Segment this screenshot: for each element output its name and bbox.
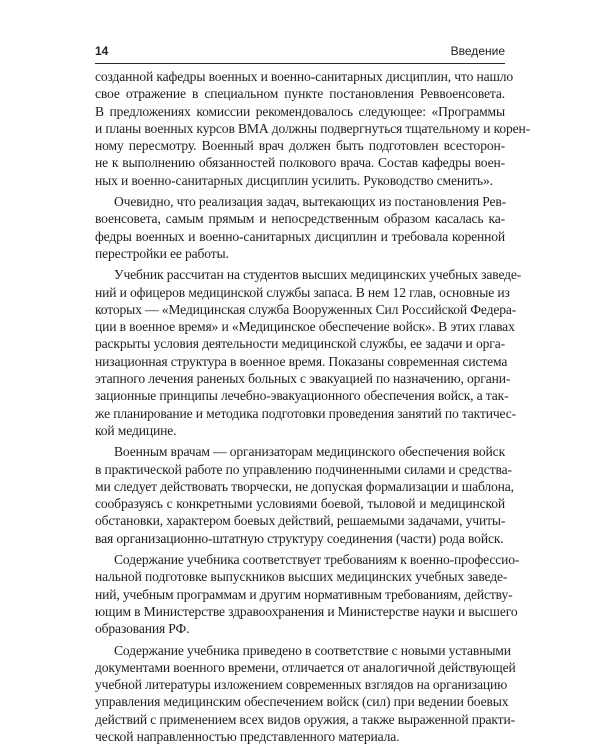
text-line: вая организационно-штатную структуру соединения (части) рода войск. [95, 530, 504, 546]
text-line: Содержание учебника приведено в соответствие с новыми уставными [114, 642, 511, 658]
text-line: зационные принципы лечебно-эвакуационного обеспечения войск, а так- [95, 388, 509, 404]
text-line: этапного лечения раненых больных с эвакуацией по назначению, органи- [95, 371, 511, 387]
text-line: нальной подготовке выпускников высших медицинских учебных заведе- [95, 569, 508, 585]
text-line: документами военного времени, отличается от аналогичной действующей [95, 659, 516, 675]
text-line: образования РФ. [95, 621, 190, 637]
page-number: 14 [95, 44, 109, 58]
text-line: ющим в Министерстве здравоохранения и Министерстве науки и высшего [95, 603, 518, 619]
body-text [95, 68, 531, 749]
text-line: военсовета, самым прямым и непосредственным образом касалась ка- [95, 211, 505, 227]
text-line: В предложениях комиссии рекомендовалось следующее: «Программы [95, 103, 505, 119]
text-line: сообразуясь с конкретными условиями боевой, тыловой и медицинской [95, 496, 505, 512]
paragraph [95, 642, 516, 746]
header-divider [95, 63, 505, 64]
running-header [95, 44, 505, 62]
text-line: ции в военное время» и «Медицинское обеспечение войск». В этих главах [95, 319, 515, 335]
paragraph [95, 551, 520, 637]
text-line: которых — «Медицинская служба Вооруженных Сил Российской Федера- [95, 301, 517, 317]
text-line: свое отражение в специальном пункте постановления Реввоенсовета. [95, 86, 505, 102]
paragraph [95, 68, 531, 189]
text-line: действий с применением всех видов оружия, а также выраженной практи- [95, 711, 515, 727]
text-line: обстановки, характером боевых действий, решаемыми задачами, учиты- [95, 513, 506, 529]
text-line: федры военных и военно-санитарных дисциплин и требовала коренной [95, 228, 505, 244]
text-line: в практической работе по управлению подчиненными силами и средства- [95, 461, 512, 477]
text-line: ний, учебным программам и другим нормативным требованиям, действу- [95, 586, 513, 602]
text-line: управления медицинским обеспечением войск (сил) при ведении боевых [95, 694, 509, 710]
text-line: и планы военных курсов ВМА должны подвергнуться тщательному и корен- [95, 120, 531, 136]
text-line: Военным врачам — организаторам медицинского обеспечения войск [114, 444, 506, 460]
paragraph [95, 193, 505, 262]
text-line: ний и офицеров медицинской службы запаса. В нем 12 глав, основные из [95, 284, 510, 300]
text-line: ческой направленностью представленного материала. [95, 728, 400, 744]
running-header-title: Введение [450, 44, 505, 58]
text-line: созданной кафедры военных и военно-санитарных дисциплин, что нашло [95, 69, 514, 84]
text-line: Содержание учебника соответствует требованиям к военно-профессио- [114, 552, 520, 568]
text-line: ных и военно-санитарных дисциплин усилить. Руководство сменить». [95, 172, 493, 188]
text-line: Учебник рассчитан на студентов высших медицинских учебных заведе- [114, 267, 522, 283]
text-line: низационная структура в военное время. Показаны современная система [95, 353, 508, 369]
text-line: ному пересмотру. Военный врач должен быть подготовлен всесторон- [95, 138, 505, 154]
text-line: же планирование и методика подготовки проведения занятий по тактичес- [95, 405, 517, 421]
text-line: раскрыты условия деятельности медицинской службы, ее задачи и орга- [95, 336, 505, 352]
text-line: учебной литературы изложением современных взглядов на организацию [95, 677, 508, 693]
text-line: не к выполнению обязанностей полкового врача. Состав кафедры воен- [95, 155, 505, 171]
paragraph [95, 443, 514, 547]
text-line: Очевидно, что реализация задач, вытекающих из постановления Рев- [114, 194, 506, 210]
paragraph [95, 266, 522, 439]
text-line: кой медицине. [95, 422, 177, 438]
text-line: ми следует действовать творчески, не допуская формализации и шаблона, [95, 478, 514, 494]
text-line: перестройки ее работы. [95, 245, 229, 261]
